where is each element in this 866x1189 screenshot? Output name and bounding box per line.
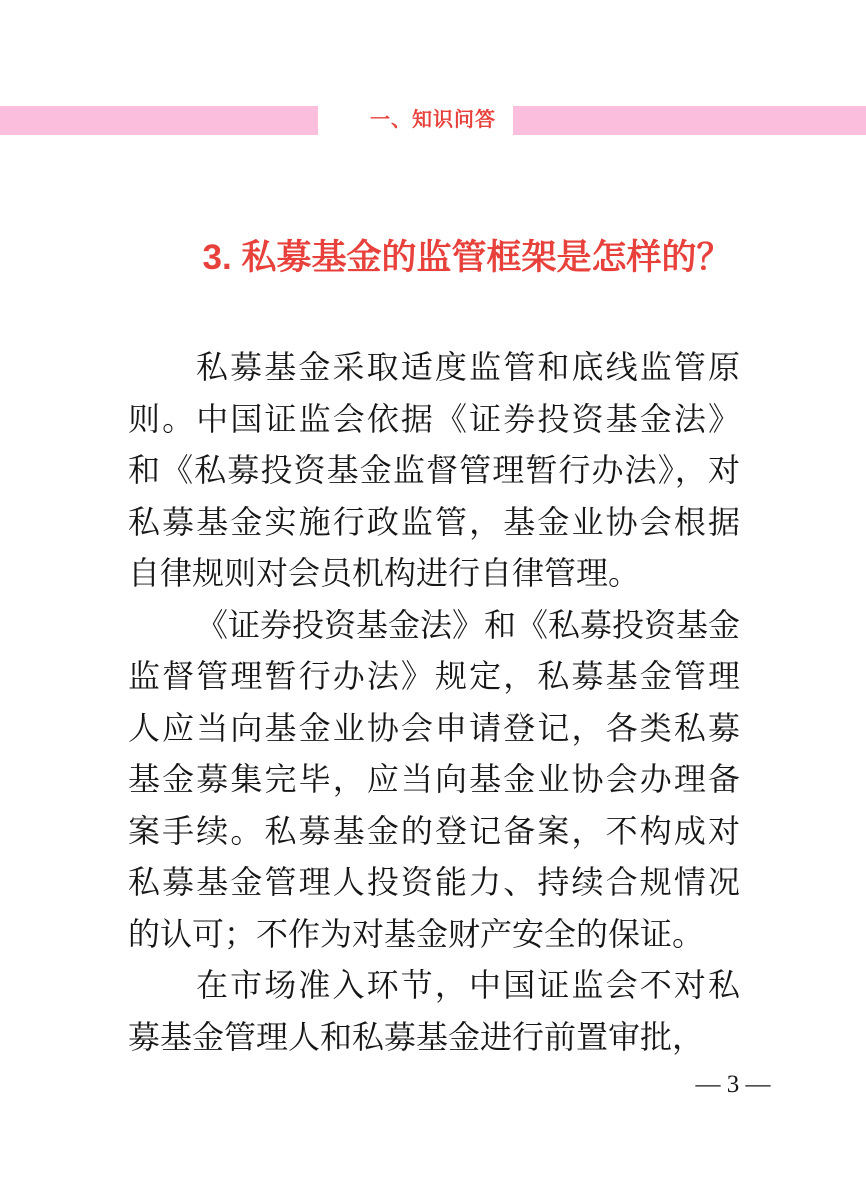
text-line: 的认可；不作为对基金财产安全的保证。 <box>128 915 705 952</box>
page-number: — 3 — <box>695 1071 771 1098</box>
text-line: 募基金管理人和私募基金进行前置审批， <box>128 1018 705 1055</box>
body-text <box>128 342 740 1063</box>
text-line: 监督管理暂行办法》规定，私募基金管理 <box>128 658 740 694</box>
paragraph <box>128 600 740 961</box>
text-line: 私募基金实施行政监管，基金业协会根据 <box>128 503 740 540</box>
section-title: 3. 私募基金的监管框架是怎样的？ <box>202 238 732 277</box>
paragraph <box>128 960 740 1063</box>
text-line: 基金募集完毕，应当向基金业协会办理备 <box>128 761 740 797</box>
text-line: 则。中国证监会依据《证券投资基金法》 <box>128 400 740 437</box>
text-line: 自律规则对会员机构进行自律管理。 <box>128 555 641 591</box>
text-line: 案手续。私募基金的登记备案，不构成对 <box>128 812 740 849</box>
text-line: 《证券投资基金法》和《私募投资基金 <box>196 606 741 643</box>
text-line: 在市场准入环节，中国证监会不对私 <box>196 967 740 1003</box>
chapter-header-label: 一、知识问答 <box>370 109 496 131</box>
text-line: 人应当向基金业协会申请登记，各类私募 <box>128 709 740 746</box>
text-line: 和《私募投资基金监督管理暂行办法》，对 <box>128 452 740 488</box>
text-line: 私募基金采取适度监管和底线监管原 <box>196 349 740 385</box>
paragraph <box>128 342 740 600</box>
text-line: 私募基金管理人投资能力、持续合规情况 <box>128 864 740 900</box>
